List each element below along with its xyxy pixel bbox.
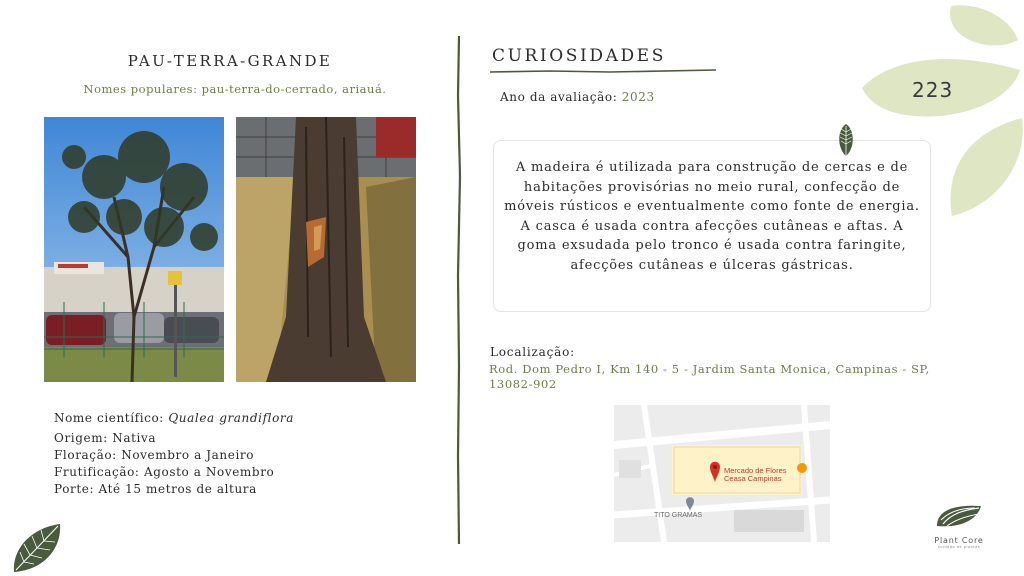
origin: Origem: Nativa [54,431,157,445]
popular-names-label: Nomes populares: [83,82,198,96]
logo-tagline: cuidado de plantas [937,545,981,549]
map-graphic [614,405,830,542]
popular-names-value: pau-terra-do-cerrado, ariauá. [201,82,387,96]
plant-facts [54,410,294,498]
map-place-line2: Ceasa Campinas [724,474,782,483]
location-map[interactable] [614,405,830,542]
plant-title: PAU-TERRA-GRANDE [127,52,333,70]
popular-names [44,82,426,96]
description-text: A madeira é utilizada para construção de cercas e de habitações provisórias no meio rural, confecção de móveis rústicos e eventualmente como fonte de energia. A casca é usada contra afecções cutâneas e aftas. A goma exsudada pelo tronco é usada contra faringite, afecções cutâneas e úlceras gástricas. [504,160,920,273]
logo-leaf-icon [933,500,985,530]
map-place-line1: Mercado de Flores [724,466,787,475]
brand-logo [926,500,992,560]
page-number: 223 [912,78,954,102]
map-secondary-label: TITO GRAMAS [654,512,703,519]
tree-photo [44,117,224,382]
evaluation-year-label: Ano da avaliação: [500,90,618,104]
decorative-leaf-icon [10,520,64,576]
flowering-period: Floração: Novembro a Janeiro [54,448,255,462]
location-label: Localização: [490,345,575,359]
vertical-divider [452,36,466,544]
evaluation-year-value: 2023 [621,90,655,104]
section-title: CURIOSIDADES [492,46,666,66]
logo-name: Plant Core [934,536,984,545]
map-place-label [724,467,787,483]
scientific-name-value: Qualea grandiflora [168,411,295,425]
scientific-name-label: Nome científico: [54,411,164,425]
title-underline [490,66,716,76]
scientific-name [54,410,294,427]
fruiting-period: Frutificação: Agosto a Novembro [54,465,275,479]
evaluation-year [500,90,655,104]
leaf-icon [835,122,857,158]
plant-size: Porte: Até 15 metros de altura [54,482,257,496]
trunk-photo [236,117,416,382]
location-address: Rod. Dom Pedro I, Km 140 - 5 - Jardim Santa Monica, Campinas - SP, 13082-902 [489,362,930,391]
